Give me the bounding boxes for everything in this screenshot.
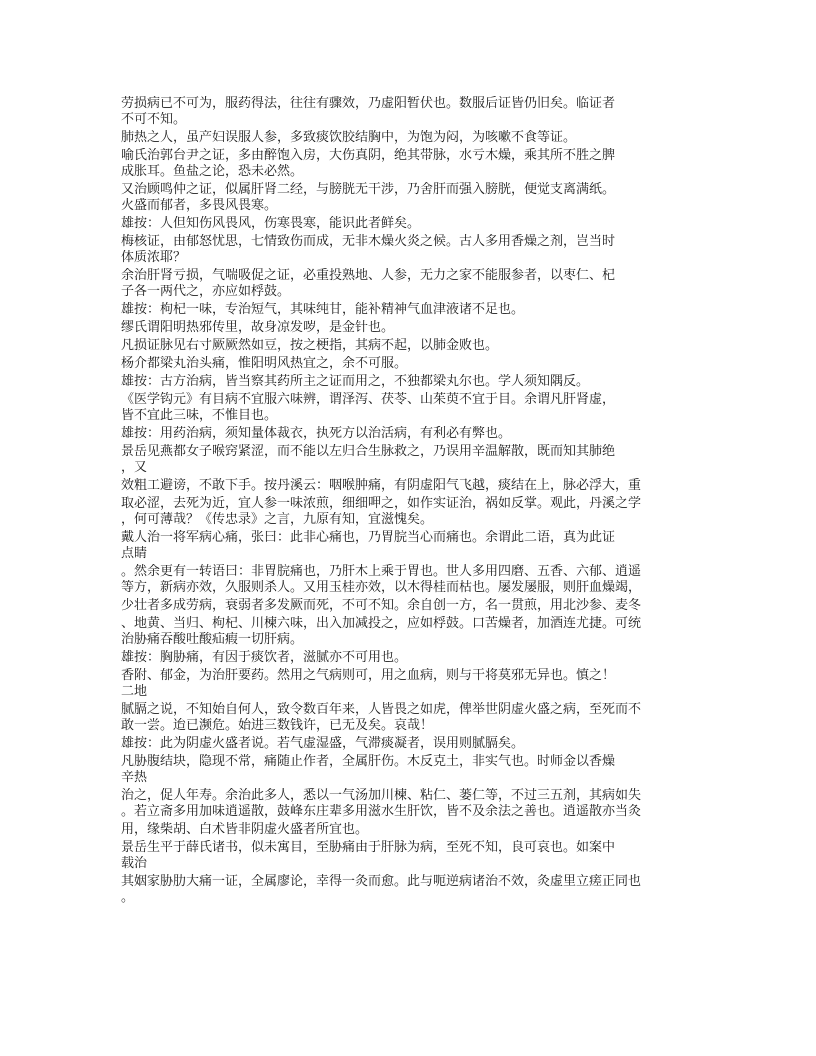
text-line: 雄按：枸杞一味，专治短气，其味纯甘，能补精神气血津液诸不足也。 <box>121 302 525 317</box>
text-line: 辛热 <box>121 770 148 785</box>
text-line: 余治肝肾亏损，气喘吸促之证，必重投熟地、人参，无力之家不能服参者，以枣仁、杞 <box>121 268 616 283</box>
text-line: 肺热之人，虽产妇误服人参，多致痰饮胶结胸中，为饱为闷，为咳嗽不食等证。 <box>121 130 577 145</box>
text-line: 效粗工避谤，不敢下手。按丹溪云：咽喉肿痛，有阴虚阳气飞越，痰结在上，脉必浮大，重 <box>121 478 642 493</box>
text-line: ，又 <box>121 460 148 475</box>
text-line: 。 <box>121 890 135 905</box>
text-line: 景岳见燕都女子喉窍紧涩，而不能以左归合生脉救之，乃误用辛温解散，既而知其肺绝 <box>121 444 616 459</box>
text-line: 用，缘柴胡、白术皆非阴虚火盛者所宜也。 <box>121 822 369 837</box>
text-line: 点睛 <box>121 546 148 561</box>
text-line: 子各一两代之，亦应如桴鼓。 <box>121 284 291 299</box>
text-line: 香附、郁金，为治肝要药。然用之气病则可，用之血病，则与干将莫邪无异也。慎之！ <box>121 668 616 683</box>
text-line: 。若立斋多用加味逍遥散，鼓峰东庄辈多用滋水生肝饮，皆不及余法之善也。逍遥散亦当灸 <box>121 804 642 819</box>
text-line: 又治顾鸣仲之证，似属肝肾二经，与膀胱无干涉，乃舍肝而强入膀胱，便觉支离满纸。 <box>121 182 616 197</box>
text-line: 杨介都梁丸治头痛，惟阳明风热宜之，余不可服。 <box>121 356 408 371</box>
text-line: 雄按：胸胁痛，有因于痰饮者，滋腻亦不可用也。 <box>121 650 408 665</box>
text-line: 不可不知。 <box>121 112 187 127</box>
text-line: 凡胁腹结块，隐现不常，痛随止作者，全属肝伤。木反克土，非实气也。时师金以香燥 <box>121 754 616 769</box>
text-line: 载治 <box>121 856 148 871</box>
text-line: 缪氏谓阳明热邪传里，故身凉发哕，是金针也。 <box>121 320 395 335</box>
text-line: 雄按：古方治病，皆当察其药所主之证而用之，不独都梁丸尔也。学人须知隅反。 <box>121 374 590 389</box>
text-line: ，何可薄哉？《传忠录》之言，九原有知，宜滋愧矣。 <box>121 512 434 527</box>
text-line: 腻膈之说，不知始自何人，致令数百年来，人皆畏之如虎，俾举世阴虚火盛之病，至死而不 <box>121 702 642 717</box>
text-line: 梅核证，由郁怒忧思，七情致伤而成，无非木燥火炎之候。古人多用香燥之剂，岂当时 <box>121 234 616 249</box>
text-line: 凡损证脉见右寸厥厥然如豆，按之梗指，其病不起，以肺金败也。 <box>121 338 499 353</box>
text-line: 等方，新病亦效，久服则杀人。又用玉桂亦效，以木得桂而枯也。屡发屡服，则肝血燥竭， <box>121 580 642 595</box>
text-line: 景岳生平于薛氏诸书，似未寓目，至胁痛由于肝脉为病，至死不知，良可哀也。如案中 <box>121 840 616 855</box>
text-line: 、地黄、当归、枸杞、川楝六味，出入加减投之，应如桴鼓。口苦燥者，加酒连尤捷。可统 <box>121 616 642 631</box>
text-line: 二地 <box>121 684 148 699</box>
text-line: 劳损病已不可为，服药得法，往往有骤效，乃虚阳暂伏也。数服后证皆仍旧矣。临证者 <box>121 96 616 111</box>
text-line: 成胀耳。鱼盐之论，恐未必然。 <box>121 164 304 179</box>
text-line: 雄按：此为阴虚火盛者说。若气虚湿盛，气滞痰凝者，误用则腻膈矣。 <box>121 736 525 751</box>
text-line: 敢一尝。迨已濒危。始进三数钱许，已无及矣。哀哉！ <box>121 718 434 733</box>
text-line: 治之，促人年寿。余治此多人，悉以一气汤加川楝、粘仁、蒌仁等，不过三五剂，其病如失 <box>121 788 642 803</box>
text-line: 雄按：人但知伤风畏风，伤寒畏寒，能识此者鲜矣。 <box>121 216 421 231</box>
text-line: 体质浓耶？ <box>121 250 187 265</box>
text-line: 治胁痛吞酸吐酸疝瘕一切肝病。 <box>121 632 304 647</box>
text-line: 雄按：用药治病，须知量体裁衣，执死方以治活病，有利必有弊也。 <box>121 426 512 441</box>
text-line: 《医学钩元》有目病不宜服六味辨，谓泽泻、茯苓、山茱萸不宜于目。余谓凡肝肾虚， <box>121 392 616 407</box>
text-line: 其姻家胁肋大痛一证，全属廖论，幸得一灸而愈。此与呃逆病诸治不效，灸虚里立瘥正同也 <box>121 874 642 889</box>
text-line: 戴人治一将军病心痛，张曰：此非心痛也，乃胃脘当心而痛也。余谓此二语，真为此证 <box>121 530 616 545</box>
text-line: 喻氏治郭台尹之证，多由醉饱入房，大伤真阴，绝其带脉，水亏木燥，乘其所不胜之脾 <box>121 148 616 163</box>
text-line: 。然余更有一转语曰：非胃脘痛也，乃肝木上乘于胃也。世人多用四磨、五香、六郁、逍遥 <box>121 564 642 579</box>
text-line: 皆不宜此三味，不惟目也。 <box>121 408 278 423</box>
text-line: 取必涩，去死为近，宜人参一味浓煎，细细呷之，如作实证治，祸如反掌。观此，丹溪之学 <box>121 496 642 511</box>
text-line: 少壮者多成劳病，衰弱者多发厥而死，不可不知。余自创一方，名一贯煎，用北沙参、麦冬 <box>121 598 642 613</box>
text-line: 火盛而郁者，多畏风畏寒。 <box>121 198 278 213</box>
